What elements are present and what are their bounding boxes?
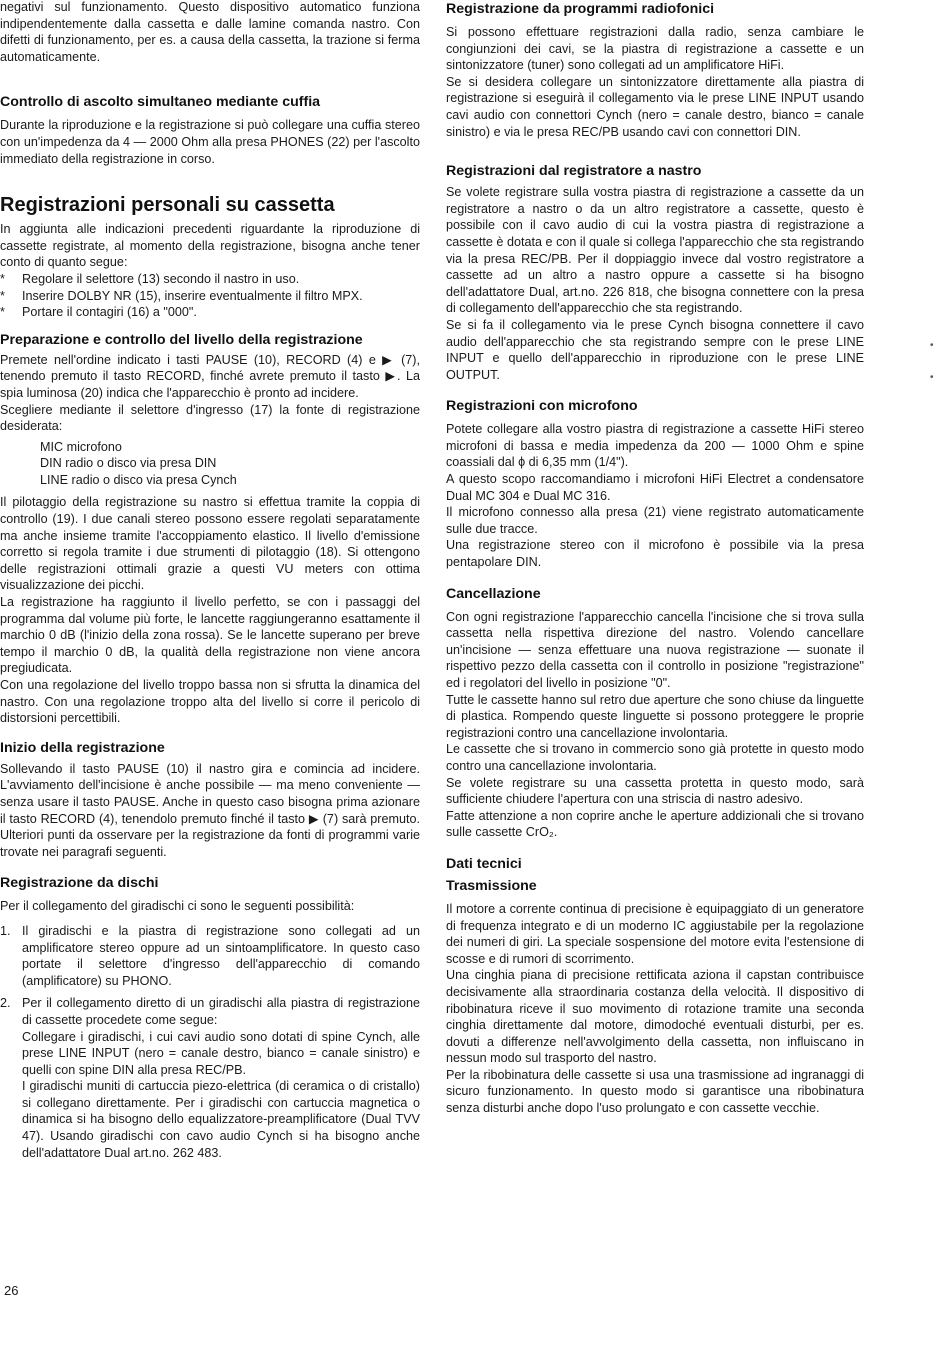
list-item: LINE radio o disco via presa Cynch [40, 472, 237, 487]
right-column [446, 0, 864, 1117]
margin-dot-icon: • [930, 340, 934, 351]
microfono-heading: Registrazioni con microfono [446, 398, 638, 415]
dischi-numbered-list [0, 923, 420, 1161]
cancellazione-paragraph: Le cassette che si trovano in commercio sono già protette in questo modo contro una cancellazione involontaria. [446, 742, 864, 773]
radio-heading: Registrazione da programmi radiofonici [446, 1, 715, 17]
cancellazione-paragraph: Con ogni registrazione l'apparecchio cancella l'incisione che si trova sulla cassetta nella rispettiva direzione del nastro. Volendo cancellare un'incisione — senza effettuare una nuova registrazione — suonate il rispettivo pezzo della cassetta con il controllo in posizione "registrazione" ed i regolatori del livello in posizione "0". [446, 609, 864, 690]
list-number: 1. [0, 923, 11, 938]
list-number: 2. [0, 996, 11, 1011]
preparazione-paragraph: La registrazione ha raggiunto il livello perfetto, se con i passaggi del programma dal volume più forte, le lancette raggiungeranno esattamente il marchio 0 dB (l'inizio della zona rossa). Se le lancette superano per breve tempo il marchio 0 dB, la qualità della registrazione non viene ancora pregiudicata. [0, 595, 420, 676]
list-item: * Inserire DOLBY NR (15), inserire eventualmente il filtro MPX. [0, 288, 420, 305]
list-item: * Regolare il selettore (13) secondo il nastro in uso. [0, 271, 420, 288]
list-item: DIN radio o disco via presa DIN [40, 456, 217, 471]
cancellazione-paragraph: Fatte attenzione a non coprire anche le aperture addizionali che si trovano sulle cassette CrO₂. [446, 808, 864, 840]
radio-paragraph: Si possono effettuare registrazioni dalla radio, senza cambiare le congiunzioni dei cavi, se la piastra di registrazione a cassette e un sintonizzatore (tuner) sono collegati ad un amplificatore HiFi. [446, 25, 864, 73]
cancellazione-paragraph: Tutte le cassette hanno sul retro due aperture che sono chiuse da linguette di plastica. Rompendo queste linguette si possono proteggere le proprie registrazioni contro una cancellazione involontaria. [446, 692, 864, 740]
personali-bullet-list [0, 271, 420, 321]
list-item: MIC microfono [40, 439, 122, 454]
dati-tecnici-heading: Dati tecnici [446, 855, 522, 872]
cuffia-paragraph: Durante la riproduzione e la registrazione si può collegare una cuffia stereo con un'impedenza da 4 — 2000 Ohm alla presa PHONES (22) per l'ascolto immediato della registrazione in corso. [0, 118, 420, 166]
trasmissione-paragraph: Per la ribobinatura delle cassette si usa una trasmissione ad ingranaggi di sicuro funzionamento. In questo modo si garantisce una ribobinatura senza disturbi anche dopo l'uso prolungato e con cassette vecchie. [446, 1067, 864, 1116]
nastro-paragraph: Se si fa il collegamento via le prese Cynch bisogna connettere il cavo audio dell'apparecchio che sta registrando sempre con le prese LINE INPUT e quello dell'apparecchio in riproduzione con le prese LINE OUTPUT. [446, 317, 864, 382]
input-sources-list [0, 439, 420, 489]
margin-dot-icon: • [930, 372, 934, 383]
microfono-paragraph: Potete collegare alla vostro piastra di registrazione a cassette HiFi stereo microfoni di bassa e media impedenza da 200 — 1000 Ohm e spine coassiali dal ϕ di 6,35 mm (1/4"). [446, 422, 864, 470]
inizio-heading: Inizio della registrazione [0, 739, 165, 756]
cancellazione-heading: Cancellazione [446, 585, 541, 602]
cancellazione-paragraph: Se volete registrare su una cassetta protetta in questo modo, sarà sufficiente chiudere l'apertura con una striscia di nastro adesivo. [446, 775, 864, 807]
nastro-heading: Registrazioni dal registratore a nastro [446, 163, 702, 180]
personali-heading: Registrazioni personali su cassetta [0, 194, 335, 217]
nastro-paragraph: Se volete registrare sulla vostra piastra di registrazione a cassette da un registratore a nastro o da un altro registratore a cassette, questo è possibile con il cavo audio di cui la vostra piastra di registrazione a cassette è dotata e con il quale si collega l'apparecchio che sta registrando via la presa REC/PB. Per il doppiaggio invece dal vostro registratore a cassette ad un altro a nastro oppure a cassette si ha bisogno dell'adattatore Dual, art.no. 226 818, che bisogna connettere con la presa di collegamento dell'apparecchio che sta registrando. [446, 185, 864, 316]
microfono-paragraph: Il microfono connesso alla presa (21) viene registrato automaticamente sulle due tracce. [446, 505, 864, 536]
list-item [0, 995, 420, 1161]
intro-paragraph: negativi sul funzionamento. Questo dispositivo automatico funziona indipendentemente dalla cassetta e dalle lamine comanda nastro. Con difetti di funzionamento, per es. a causa della cassetta, la trazione si ferma automaticamente. [0, 0, 420, 64]
trasmissione-paragraph: Il motore a corrente continua di precisione è equipaggiato di un generatore di frequenza integrato e di un moderno IC aggiustabile per la regolazione dei numeri di giri. La speciale sospensione del motore evita l'estensione di scosse e di rumori di scorrimento. [446, 901, 864, 966]
list-item: * Portare il contagiri (16) a "000". [0, 304, 420, 321]
list-paragraph: Il giradischi e la piastra di registrazione sono collegati ad un amplificatore stereo oppure ad un sintoamplificatore. In questo caso portate il selettore d'ingresso dell'apparecchio di comando (amplificatore) su PHONO. [22, 923, 420, 988]
preparazione-heading: Preparazione e controllo del livello della registrazione [0, 331, 363, 348]
list-paragraph: Per il collegamento diretto di un giradischi alla piastra di registrazione di cassette procedete come segue: [22, 996, 420, 1027]
microfono-paragraph: A questo scopo raccomandiamo i microfoni HiFi Electret a condensatore Dual MC 304 e Dual MC 316. [446, 472, 864, 503]
trasmissione-paragraph: Una cinghia piana di precisione rettificata aziona il capstan contribuisce decisivamente alla straordinaria costanza della velocità. Il dispositivo di ribobinatura riceve il suo movimento di rotazione tramite una seconda cinghia direttamente dal motore, dimodoché eventuali disturbi, per es. dovuti a differenze nell'avvolgimento della cassetta, non influiscano in nessun modo sul trasporto del nastro. [446, 968, 864, 1066]
cuffia-heading: Controllo di ascolto simultaneo mediante cuffia [0, 94, 321, 111]
preparazione-paragraph: Il pilotaggio della registrazione su nastro si effettua tramite la coppia di controllo (19). I due canali stereo possono essere regolati separatamente ma anche insieme tramite l'accoppiamento elastico. Il livello d'emissione corretto si regola tramite i due strumenti di pilotaggio (18). Si ottengono delle registrazioni ottimali grazie a questi VU meters con ottima visualizzazione dei picchi. [0, 495, 420, 593]
preparazione-paragraph: Con una regolazione del livello troppo bassa non si sfrutta la dinamica del nastro. Con una regolazione troppo alta del livello si corre il pericolo di distorsioni percettibili. [0, 678, 420, 726]
page-number: 26 [4, 1283, 19, 1298]
dischi-paragraph: Per il collegamento del giradischi ci sono le seguenti possibilità: [0, 899, 355, 914]
preparazione-paragraph: Premete nell'ordine indicato i tasti PAUSE (10), RECORD (4) e ▶ (7), tenendo premuto il tasto RECORD, finché avrete premuto il tasto ▶. La spia luminosa (20) indica che l'apparecchio è pronto ad incidere. [0, 352, 420, 400]
list-paragraph: Collegare i giradischi, i cui cavi audio sono dotati di spine Cynch, alle prese LINE INPUT (nero = canale destro, bianco = canale sinistro) e quelli con spine DIN alla presa REC/PB. [22, 1029, 420, 1077]
personali-paragraph: In aggiunta alle indicazioni precedenti riguardante la riproduzione di cassette registrate, al momento della registrazione, bisogna anche tener conto di quanto segue: [0, 222, 420, 270]
inizio-paragraph: Sollevando il tasto PAUSE (10) il nastro gira e comincia ad incidere. L'avviamento dell'incisione è anche possibile — ma meno conveniente — senza usare il tasto PAUSE. Anche in questo caso bisogna prima azionare il tasto RECORD (4), tenendolo premuto finché il tasto ▶ (7) sarà premuto. Ulteriori punti da osservare per la registrazione da fonti di programmi varie trovate nei paragrafi seguenti. [0, 761, 420, 859]
left-column [0, 0, 420, 1167]
trasmissione-heading: Trasmissione [446, 877, 537, 894]
radio-paragraph: Se si desidera collegare un sintonizzatore direttamente alla piastra di registrazione si eseguirà il collegamento via le prese LINE INPUT usando cavi audio con connettori Cynch (nero = canale destro, bianco = canale sinistro) e via le presa REC/PB usando cavi con connettori DIN. [446, 74, 864, 139]
list-paragraph: I giradischi muniti di cartuccia piezo-elettrica (di ceramica o di cristallo) si collegano direttamente. Per i giradischi con cartuccia magnetica o dinamica si ha bisogno dello equalizzatore-preamplificatore (Dual TVV 47). Usando giradischi con cavo audio Cynch si ha bisogno anche dell'adattatore Dual art.no. 262 483. [22, 1079, 420, 1160]
microfono-paragraph: Una registrazione stereo con il microfono è possibile via la presa pentapolare DIN. [446, 538, 864, 570]
list-item [0, 923, 420, 989]
dischi-heading: Registrazione da dischi [0, 875, 159, 892]
preparazione-paragraph: Scegliere mediante il selettore d'ingresso (17) la fonte di registrazione desiderata: [0, 402, 420, 434]
